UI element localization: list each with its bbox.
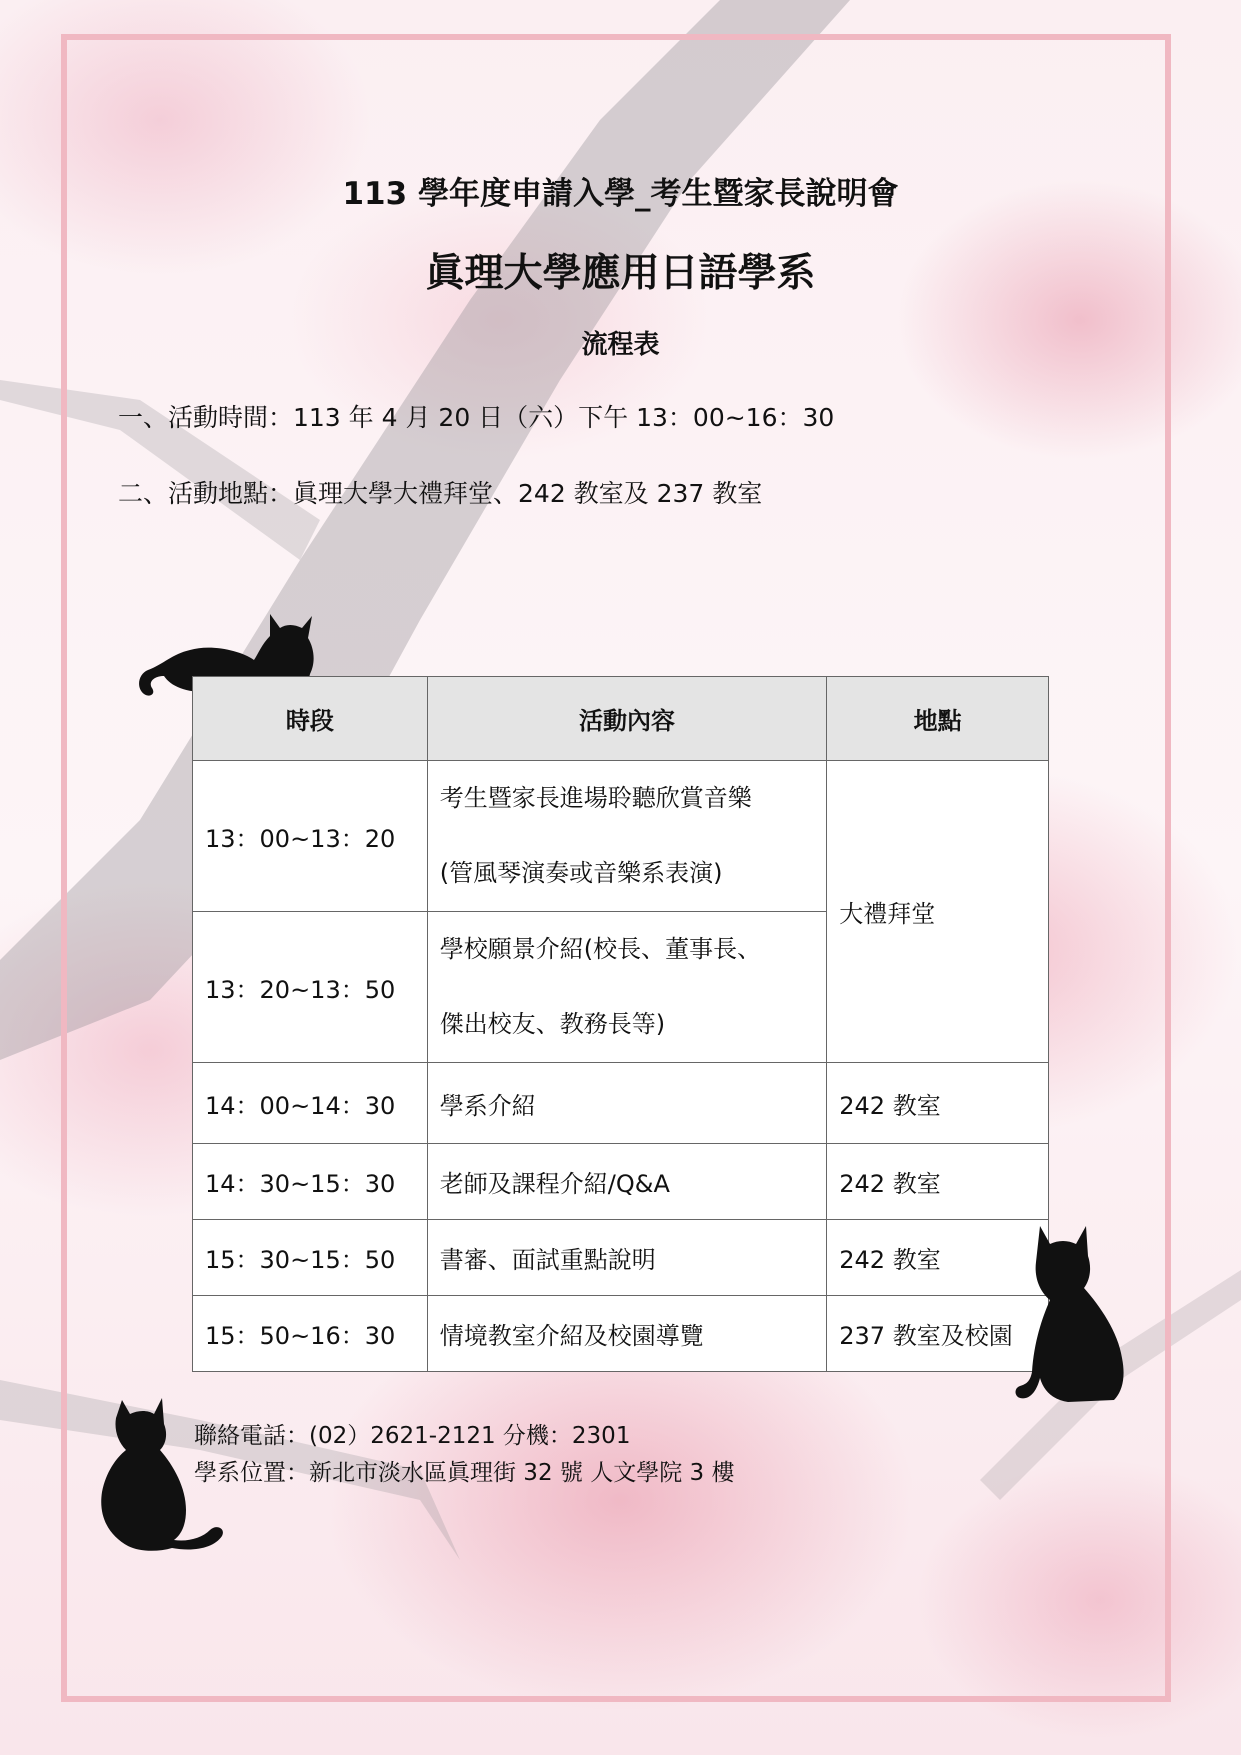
table-row (193, 1063, 1049, 1144)
table-header-row (193, 677, 1049, 761)
cell-place: 242 教室 (827, 1220, 1049, 1296)
department-address: 學系位置：新北市淡水區眞理街 32 號 人文學院 3 樓 (194, 1460, 735, 1486)
cell-content-line: (管風琴演奏或音樂系表演) (439, 859, 723, 887)
document-type-title: 流程表 (581, 330, 660, 360)
column-header-time: 時段 (193, 677, 428, 761)
cell-content: 書審、面試重點說明 (427, 1220, 826, 1296)
cell-content (427, 912, 826, 1063)
cell-time: 13：20~13：50 (193, 912, 428, 1063)
table-row (193, 1296, 1049, 1372)
cell-place: 237 教室及校園 (827, 1296, 1049, 1372)
sitting-cat-icon (1014, 1222, 1149, 1412)
cell-time: 14：00~14：30 (193, 1063, 428, 1144)
event-time: 一、活動時間：113 年 4 月 20 日（六）下午 13：00~16：30 (118, 403, 835, 432)
schedule-table (192, 676, 1049, 1372)
school-department-title: 眞理大學應用日語學系 (425, 251, 816, 296)
cell-content: 學系介紹 (427, 1063, 826, 1144)
table-row (193, 1144, 1049, 1220)
cell-time: 14：30~15：30 (193, 1144, 428, 1220)
table-row (193, 761, 1049, 912)
cell-content: 情境教室介紹及校園導覽 (427, 1296, 826, 1372)
cell-time: 15：30~15：50 (193, 1220, 428, 1296)
event-place: 二、活動地點：眞理大學大禮拜堂、242 教室及 237 教室 (118, 479, 763, 508)
cell-content-line: 考生暨家長進場聆聽欣賞音樂 (439, 784, 752, 812)
cell-content-line: 傑出校友、教務長等) (439, 1010, 666, 1038)
cell-time: 13：00~13：20 (193, 761, 428, 912)
column-header-place: 地點 (827, 677, 1049, 761)
cell-place: 242 教室 (827, 1063, 1049, 1144)
cell-content-line: 學校願景介紹(校長、董事長、 (439, 935, 762, 963)
event-title: 113 學年度申請入學_考生暨家長說明會 (342, 176, 899, 212)
cell-place: 大禮拜堂 (827, 761, 1049, 1063)
cell-content (427, 761, 826, 912)
cell-time: 15：50~16：30 (193, 1296, 428, 1372)
table-row (193, 1220, 1049, 1296)
cell-place: 242 教室 (827, 1144, 1049, 1220)
column-header-content: 活動內容 (427, 677, 826, 761)
cell-content: 老師及課程介紹/Q&A (427, 1144, 826, 1220)
contact-phone: 聯絡電話：(02）2621-2121 分機：2301 (194, 1423, 631, 1449)
